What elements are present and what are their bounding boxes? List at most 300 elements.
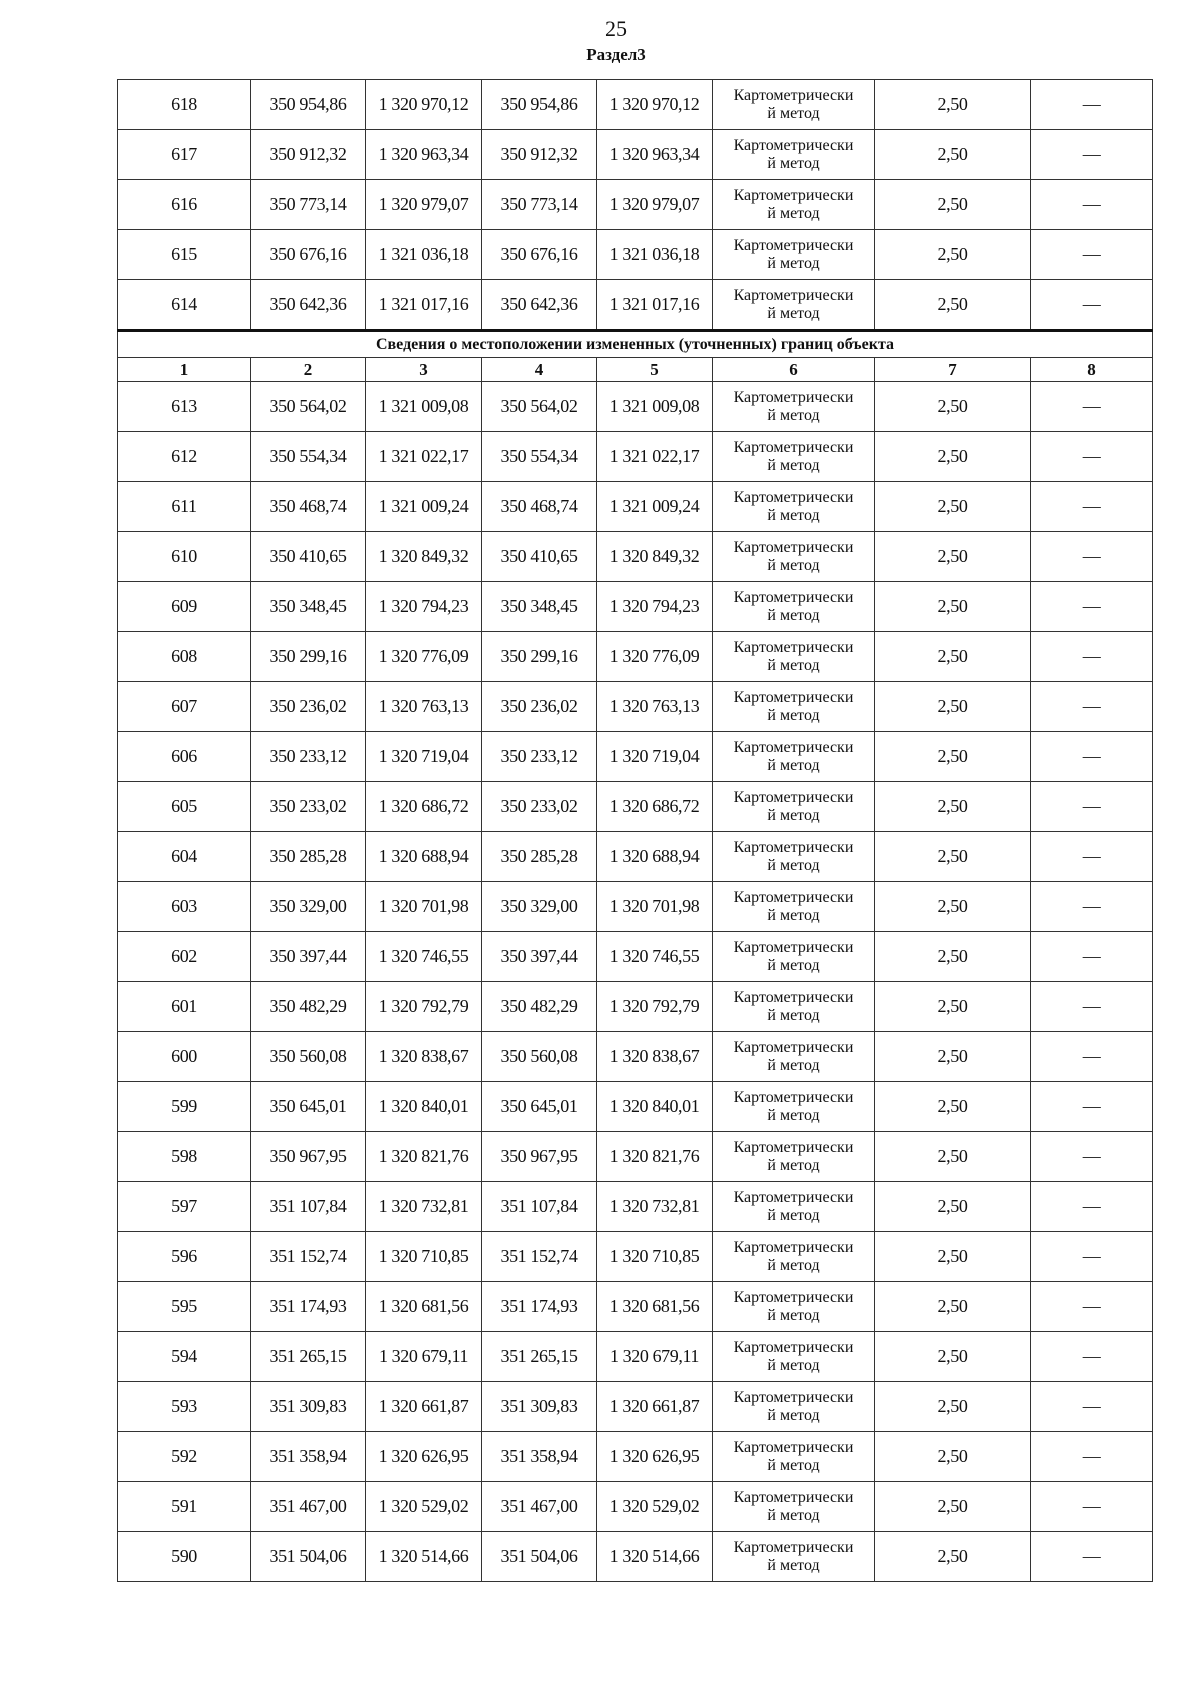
accuracy-cell: 2,50 [875, 782, 1031, 832]
x-old-cell: 350 967,95 [251, 1132, 366, 1182]
accuracy-cell: 2,50 [875, 582, 1031, 632]
column-number: 8 [1031, 358, 1153, 382]
y-old-cell: 1 320 710,85 [366, 1232, 482, 1282]
y-old-cell: 1 320 732,81 [366, 1182, 482, 1232]
method-cell [713, 582, 875, 632]
column-number: 2 [251, 358, 366, 382]
description-cell: — [1031, 732, 1153, 782]
method-text: й метод [767, 1256, 820, 1274]
y-old-cell: 1 320 681,56 [366, 1282, 482, 1332]
x-old-cell: 350 468,74 [251, 482, 366, 532]
y-old-cell: 1 320 763,13 [366, 682, 482, 732]
x-old-cell: 350 773,14 [251, 180, 366, 230]
method-text: Картометрически [733, 286, 854, 304]
method-text: й метод [767, 1506, 820, 1524]
x-new-cell: 351 467,00 [482, 1482, 597, 1532]
x-new-cell: 351 358,94 [482, 1432, 597, 1482]
y-new-cell: 1 320 710,85 [597, 1232, 713, 1282]
method-cell [713, 832, 875, 882]
point-number-cell: 605 [118, 782, 251, 832]
y-old-cell: 1 321 036,18 [366, 230, 482, 280]
table-heading: Сведения о местоположении измененных (уточненных) границ объекта [118, 331, 1153, 358]
point-number-cell: 613 [118, 382, 251, 432]
table-row [118, 1382, 1153, 1432]
y-new-cell: 1 320 661,87 [597, 1382, 713, 1432]
y-new-cell: 1 320 821,76 [597, 1132, 713, 1182]
method-text: й метод [767, 1356, 820, 1374]
point-number-cell: 592 [118, 1432, 251, 1482]
point-number-cell: 611 [118, 482, 251, 532]
point-number-cell: 603 [118, 882, 251, 932]
point-number-cell: 599 [118, 1082, 251, 1132]
table-body-before-heading [118, 80, 1153, 331]
table-row [118, 1232, 1153, 1282]
x-old-cell: 350 329,00 [251, 882, 366, 932]
x-old-cell: 350 299,16 [251, 632, 366, 682]
y-old-cell: 1 320 970,12 [366, 80, 482, 130]
x-old-cell: 351 265,15 [251, 1332, 366, 1382]
accuracy-cell: 2,50 [875, 882, 1031, 932]
x-old-cell: 351 107,84 [251, 1182, 366, 1232]
y-old-cell: 1 320 529,02 [366, 1482, 482, 1532]
method-text: й метод [767, 1156, 820, 1174]
table-row [118, 482, 1153, 532]
method-text: й метод [767, 606, 820, 624]
point-number-cell: 617 [118, 130, 251, 180]
method-text: Картометрически [733, 838, 854, 856]
method-cell [713, 1282, 875, 1332]
method-text: Картометрически [733, 538, 854, 556]
y-new-cell: 1 320 688,94 [597, 832, 713, 882]
description-cell: — [1031, 482, 1153, 532]
method-text: й метод [767, 1306, 820, 1324]
method-text: Картометрически [733, 938, 854, 956]
method-text: Картометрически [733, 788, 854, 806]
method-text: й метод [767, 556, 820, 574]
description-cell: — [1031, 632, 1153, 682]
x-new-cell: 350 285,28 [482, 832, 597, 882]
table-row [118, 432, 1153, 482]
point-number-cell: 594 [118, 1332, 251, 1382]
method-text: Картометрически [733, 1388, 854, 1406]
x-new-cell: 350 642,36 [482, 280, 597, 331]
method-cell [713, 1082, 875, 1132]
y-old-cell: 1 320 719,04 [366, 732, 482, 782]
method-cell [713, 682, 875, 732]
method-text: й метод [767, 406, 820, 424]
method-text: й метод [767, 304, 820, 322]
method-text: й метод [767, 254, 820, 272]
x-new-cell: 350 236,02 [482, 682, 597, 732]
point-number-cell: 601 [118, 982, 251, 1032]
y-new-cell: 1 321 009,24 [597, 482, 713, 532]
y-old-cell: 1 320 838,67 [366, 1032, 482, 1082]
y-new-cell: 1 320 529,02 [597, 1482, 713, 1532]
y-new-cell: 1 320 838,67 [597, 1032, 713, 1082]
method-text: Картометрически [733, 1038, 854, 1056]
method-text: й метод [767, 656, 820, 674]
description-cell: — [1031, 1332, 1153, 1382]
method-text: й метод [767, 1206, 820, 1224]
description-cell: — [1031, 130, 1153, 180]
x-old-cell: 351 467,00 [251, 1482, 366, 1532]
accuracy-cell: 2,50 [875, 80, 1031, 130]
method-cell [713, 982, 875, 1032]
point-number-cell: 598 [118, 1132, 251, 1182]
section-title: Раздел3 [586, 45, 646, 64]
x-new-cell: 350 482,29 [482, 982, 597, 1032]
y-old-cell: 1 321 009,08 [366, 382, 482, 432]
table-row [118, 1032, 1153, 1082]
method-text: Картометрически [733, 888, 854, 906]
method-cell [713, 1482, 875, 1532]
method-text: Картометрически [733, 1238, 854, 1256]
description-cell: — [1031, 1182, 1153, 1232]
y-new-cell: 1 320 792,79 [597, 982, 713, 1032]
x-old-cell: 350 912,32 [251, 130, 366, 180]
method-text: Картометрически [733, 1488, 854, 1506]
y-old-cell: 1 320 840,01 [366, 1082, 482, 1132]
method-text: й метод [767, 1056, 820, 1074]
description-cell: — [1031, 1482, 1153, 1532]
y-new-cell: 1 321 036,18 [597, 230, 713, 280]
y-new-cell: 1 320 849,32 [597, 532, 713, 582]
method-text: Картометрически [733, 1288, 854, 1306]
point-number-cell: 616 [118, 180, 251, 230]
method-text: й метод [767, 1106, 820, 1124]
description-cell: — [1031, 832, 1153, 882]
accuracy-cell: 2,50 [875, 532, 1031, 582]
x-new-cell: 350 554,34 [482, 432, 597, 482]
description-cell: — [1031, 432, 1153, 482]
table-row [118, 382, 1153, 432]
accuracy-cell: 2,50 [875, 382, 1031, 432]
y-old-cell: 1 320 821,76 [366, 1132, 482, 1182]
table-row [118, 582, 1153, 632]
method-text: й метод [767, 1456, 820, 1474]
column-number: 3 [366, 358, 482, 382]
accuracy-cell: 2,50 [875, 1532, 1031, 1582]
y-old-cell: 1 320 794,23 [366, 582, 482, 632]
x-new-cell: 350 676,16 [482, 230, 597, 280]
method-cell [713, 632, 875, 682]
y-new-cell: 1 320 719,04 [597, 732, 713, 782]
x-new-cell: 350 468,74 [482, 482, 597, 532]
x-old-cell: 350 554,34 [251, 432, 366, 482]
method-cell [713, 932, 875, 982]
method-cell [713, 432, 875, 482]
y-old-cell: 1 320 792,79 [366, 982, 482, 1032]
x-new-cell: 351 504,06 [482, 1532, 597, 1582]
x-new-cell: 350 773,14 [482, 180, 597, 230]
method-text: Картометрически [733, 1138, 854, 1156]
method-text: Картометрически [733, 1088, 854, 1106]
y-old-cell: 1 320 686,72 [366, 782, 482, 832]
y-old-cell: 1 320 679,11 [366, 1332, 482, 1382]
x-old-cell: 351 309,83 [251, 1382, 366, 1432]
table-row [118, 130, 1153, 180]
y-new-cell: 1 320 626,95 [597, 1432, 713, 1482]
y-old-cell: 1 320 849,32 [366, 532, 482, 582]
y-old-cell: 1 321 017,16 [366, 280, 482, 331]
y-old-cell: 1 320 963,34 [366, 130, 482, 180]
point-number-cell: 614 [118, 280, 251, 331]
method-text: й метод [767, 456, 820, 474]
x-new-cell: 350 233,12 [482, 732, 597, 782]
y-old-cell: 1 320 626,95 [366, 1432, 482, 1482]
method-text: й метод [767, 154, 820, 172]
table-row [118, 180, 1153, 230]
y-new-cell: 1 321 009,08 [597, 382, 713, 432]
method-text: Картометрически [733, 136, 854, 154]
table-row [118, 1182, 1153, 1232]
description-cell: — [1031, 582, 1153, 632]
y-new-cell: 1 320 763,13 [597, 682, 713, 732]
y-old-cell: 1 321 009,24 [366, 482, 482, 532]
method-text: Картометрически [733, 236, 854, 254]
x-old-cell: 351 358,94 [251, 1432, 366, 1482]
column-number: 6 [713, 358, 875, 382]
description-cell: — [1031, 382, 1153, 432]
table-row [118, 932, 1153, 982]
column-numbers-row [118, 358, 1153, 382]
method-cell [713, 1382, 875, 1432]
method-text: Картометрически [733, 1438, 854, 1456]
method-cell [713, 532, 875, 582]
accuracy-cell: 2,50 [875, 1332, 1031, 1382]
table-row [118, 732, 1153, 782]
accuracy-cell: 2,50 [875, 1032, 1031, 1082]
method-cell [713, 230, 875, 280]
method-text: Картометрически [733, 186, 854, 204]
x-old-cell: 350 645,01 [251, 1082, 366, 1132]
method-cell [713, 80, 875, 130]
description-cell: — [1031, 532, 1153, 582]
table-row [118, 632, 1153, 682]
method-text: Картометрически [733, 738, 854, 756]
method-text: й метод [767, 706, 820, 724]
method-cell [713, 1032, 875, 1082]
column-number: 4 [482, 358, 597, 382]
accuracy-cell: 2,50 [875, 230, 1031, 280]
x-new-cell: 351 107,84 [482, 1182, 597, 1232]
x-old-cell: 350 348,45 [251, 582, 366, 632]
accuracy-cell: 2,50 [875, 1132, 1031, 1182]
x-new-cell: 351 265,15 [482, 1332, 597, 1382]
x-new-cell: 351 174,93 [482, 1282, 597, 1332]
table-body-after-heading [118, 382, 1153, 1582]
description-cell: — [1031, 1282, 1153, 1332]
method-cell [713, 782, 875, 832]
method-text: й метод [767, 1006, 820, 1024]
accuracy-cell: 2,50 [875, 432, 1031, 482]
x-new-cell: 350 233,02 [482, 782, 597, 832]
coordinates-table [117, 79, 1153, 1582]
x-old-cell: 350 642,36 [251, 280, 366, 331]
y-new-cell: 1 320 681,56 [597, 1282, 713, 1332]
x-old-cell: 350 410,65 [251, 532, 366, 582]
x-new-cell: 350 348,45 [482, 582, 597, 632]
method-cell [713, 1232, 875, 1282]
table-row [118, 982, 1153, 1032]
x-new-cell: 350 299,16 [482, 632, 597, 682]
x-old-cell: 350 676,16 [251, 230, 366, 280]
column-number: 7 [875, 358, 1031, 382]
y-new-cell: 1 320 514,66 [597, 1532, 713, 1582]
method-cell [713, 1332, 875, 1382]
description-cell: — [1031, 682, 1153, 732]
x-new-cell: 350 329,00 [482, 882, 597, 932]
accuracy-cell: 2,50 [875, 982, 1031, 1032]
accuracy-cell: 2,50 [875, 832, 1031, 882]
point-number-cell: 595 [118, 1282, 251, 1332]
description-cell: — [1031, 932, 1153, 982]
x-new-cell: 351 309,83 [482, 1382, 597, 1432]
x-new-cell: 350 397,44 [482, 932, 597, 982]
table-row [118, 230, 1153, 280]
point-number-cell: 607 [118, 682, 251, 732]
method-text: Картометрически [733, 638, 854, 656]
y-old-cell: 1 320 688,94 [366, 832, 482, 882]
description-cell: — [1031, 782, 1153, 832]
x-new-cell: 350 912,32 [482, 130, 597, 180]
accuracy-cell: 2,50 [875, 1432, 1031, 1482]
method-text: й метод [767, 756, 820, 774]
y-old-cell: 1 320 514,66 [366, 1532, 482, 1582]
point-number-cell: 612 [118, 432, 251, 482]
method-text: й метод [767, 956, 820, 974]
point-number-cell: 600 [118, 1032, 251, 1082]
y-new-cell: 1 320 746,55 [597, 932, 713, 982]
description-cell: — [1031, 80, 1153, 130]
accuracy-cell: 2,50 [875, 632, 1031, 682]
accuracy-cell: 2,50 [875, 1482, 1031, 1532]
method-cell [713, 482, 875, 532]
point-number-cell: 609 [118, 582, 251, 632]
method-text: Картометрически [733, 488, 854, 506]
x-old-cell: 351 174,93 [251, 1282, 366, 1332]
table-row [118, 882, 1153, 932]
x-new-cell: 350 967,95 [482, 1132, 597, 1182]
method-cell [713, 382, 875, 432]
table-row [118, 1132, 1153, 1182]
x-old-cell: 350 233,12 [251, 732, 366, 782]
x-old-cell: 350 285,28 [251, 832, 366, 882]
x-old-cell: 350 954,86 [251, 80, 366, 130]
accuracy-cell: 2,50 [875, 1232, 1031, 1282]
accuracy-cell: 2,50 [875, 1082, 1031, 1132]
method-cell [713, 1532, 875, 1582]
method-cell [713, 1182, 875, 1232]
method-text: й метод [767, 906, 820, 924]
point-number-cell: 608 [118, 632, 251, 682]
column-number: 5 [597, 358, 713, 382]
point-number-cell: 602 [118, 932, 251, 982]
page-number: 25 [605, 16, 627, 41]
accuracy-cell: 2,50 [875, 130, 1031, 180]
table-row [118, 782, 1153, 832]
y-new-cell: 1 320 679,11 [597, 1332, 713, 1382]
x-new-cell: 350 954,86 [482, 80, 597, 130]
method-cell [713, 280, 875, 331]
y-new-cell: 1 320 701,98 [597, 882, 713, 932]
x-old-cell: 350 236,02 [251, 682, 366, 732]
method-cell [713, 1432, 875, 1482]
table-row [118, 1482, 1153, 1532]
method-text: Картометрически [733, 1538, 854, 1556]
table-row [118, 1432, 1153, 1482]
description-cell: — [1031, 1382, 1153, 1432]
description-cell: — [1031, 882, 1153, 932]
y-new-cell: 1 321 017,16 [597, 280, 713, 331]
y-new-cell: 1 320 963,34 [597, 130, 713, 180]
accuracy-cell: 2,50 [875, 1382, 1031, 1432]
method-cell [713, 1132, 875, 1182]
x-old-cell: 350 560,08 [251, 1032, 366, 1082]
x-old-cell: 350 233,02 [251, 782, 366, 832]
y-new-cell: 1 320 840,01 [597, 1082, 713, 1132]
accuracy-cell: 2,50 [875, 280, 1031, 331]
point-number-cell: 590 [118, 1532, 251, 1582]
accuracy-cell: 2,50 [875, 1182, 1031, 1232]
y-old-cell: 1 320 746,55 [366, 932, 482, 982]
point-number-cell: 615 [118, 230, 251, 280]
y-old-cell: 1 321 022,17 [366, 432, 482, 482]
point-number-cell: 591 [118, 1482, 251, 1532]
y-old-cell: 1 320 979,07 [366, 180, 482, 230]
table-row [118, 832, 1153, 882]
method-text: Картометрически [733, 388, 854, 406]
x-new-cell: 350 564,02 [482, 382, 597, 432]
accuracy-cell: 2,50 [875, 682, 1031, 732]
method-text: й метод [767, 806, 820, 824]
method-text: й метод [767, 204, 820, 222]
description-cell: — [1031, 180, 1153, 230]
accuracy-cell: 2,50 [875, 932, 1031, 982]
method-text: Картометрически [733, 1338, 854, 1356]
method-cell [713, 180, 875, 230]
y-new-cell: 1 320 732,81 [597, 1182, 713, 1232]
point-number-cell: 606 [118, 732, 251, 782]
x-old-cell: 351 152,74 [251, 1232, 366, 1282]
method-text: Картометрически [733, 688, 854, 706]
description-cell: — [1031, 1082, 1153, 1132]
accuracy-cell: 2,50 [875, 482, 1031, 532]
x-new-cell: 350 560,08 [482, 1032, 597, 1082]
point-number-cell: 593 [118, 1382, 251, 1432]
method-text: Картометрически [733, 588, 854, 606]
table-row [118, 1082, 1153, 1132]
point-number-cell: 597 [118, 1182, 251, 1232]
column-number: 1 [118, 358, 251, 382]
point-number-cell: 596 [118, 1232, 251, 1282]
method-cell [713, 882, 875, 932]
description-cell: — [1031, 1132, 1153, 1182]
table-row [118, 532, 1153, 582]
method-text: Картометрически [733, 988, 854, 1006]
method-cell [713, 732, 875, 782]
y-new-cell: 1 320 970,12 [597, 80, 713, 130]
table-row [118, 682, 1153, 732]
table-heading-block [118, 331, 1153, 382]
description-cell: — [1031, 280, 1153, 331]
heading-row [118, 331, 1153, 358]
method-text: й метод [767, 856, 820, 874]
description-cell: — [1031, 1232, 1153, 1282]
description-cell: — [1031, 1532, 1153, 1582]
y-new-cell: 1 320 794,23 [597, 582, 713, 632]
table-row [118, 80, 1153, 130]
